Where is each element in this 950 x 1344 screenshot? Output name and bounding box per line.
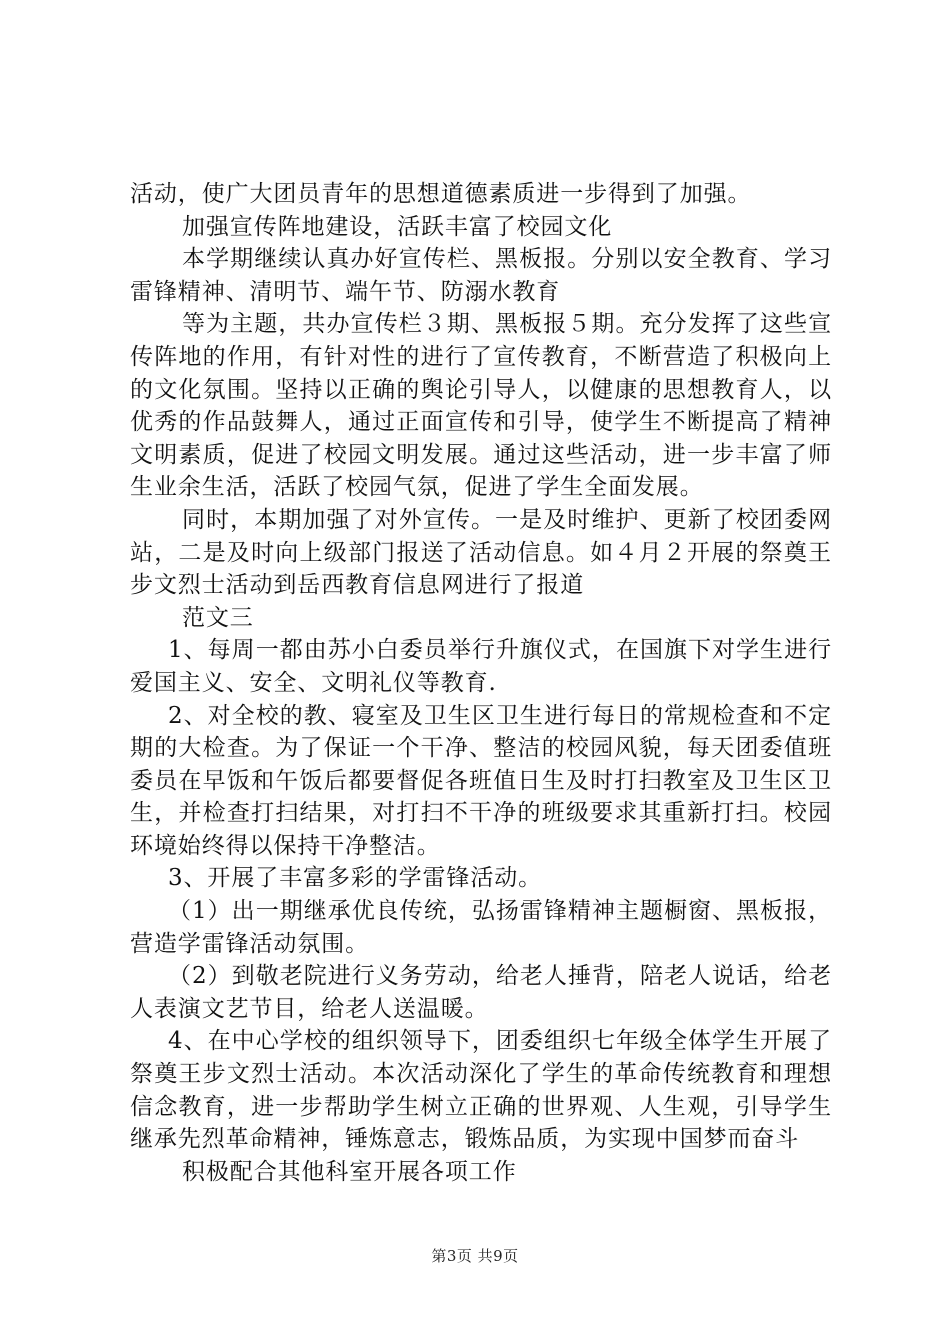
sub-item-2: （2）到敬老院进行义务劳动，给老人捶背，陪老人说话，给老人表演文艺节目，给老人送温暖。 <box>130 963 832 1022</box>
paragraph-2: 加强宣传阵地建设，活跃丰富了校园文化 <box>182 213 613 240</box>
paragraph-5: 同时，本期加强了对外宣传。一是及时维护、更新了校团委网站，二是及时向上级部门报送了活动信息。如４月２开展的祭奠王步文烈士活动到岳西教育信息网进行了报道 <box>130 506 832 599</box>
paragraph-last: 积极配合其他科室开展各项工作 <box>182 1158 517 1185</box>
list-item-3: 3、开展了丰富多彩的学雷锋活动。 <box>168 865 543 892</box>
list-item-4: 4、在中心学校的组织领导下，团委组织七年级全体学生开展了祭奠王步文烈士活动。本次活动深化了学生的革命传统教育和理想信念教育，进一步帮助学生树立正确的世界观、人生观，引导学生继承先烈革命精神，锤炼意志，锻炼品质，为实现中国梦而奋斗 <box>130 1028 832 1153</box>
document-body <box>130 178 832 1188</box>
paragraph-3: 本学期继续认真办好宣传栏、黑板报。分别以安全教育、学习雷锋精神、清明节、端午节、防溺水教育 <box>130 246 832 305</box>
sub-item-1: （1）出一期继承优良传统，弘扬雷锋精神主题橱窗、黑板报，营造学雷锋活动氛围。 <box>130 898 832 957</box>
list-item-2: 2、对全校的教、寝室及卫生区卫生进行每日的常规检查和不定期的大检查。为了保证一个干净、整洁的校园风貌，每天团委值班委员在早饭和午饭后都要督促各班值日生及时打扫教室及卫生区卫生，并检查打扫结果，对打扫不干净的班级要求其重新打扫。校园环境始终得以保持干净整洁。 <box>130 702 832 859</box>
list-item-1: 1、每周一都由苏小白委员举行升旗仪式，在国旗下对学生进行爱国主义、安全、文明礼仪等教育. <box>130 637 832 696</box>
section-heading: 范文三 <box>182 604 254 631</box>
paragraph-1: 活动，使广大团员青年的思想道德素质进一步得到了加强。 <box>130 181 752 207</box>
paragraph-4: 等为主题，共办宣传栏３期、黑板报５期。充分发挥了这些宣传阵地的作用，有针对性的进行了宣传教育，不断营造了积极向上的文化氛围。坚持以正确的舆论引导人，以健康的思想教育人，以优秀的作品鼓舞人，通过正面宣传和引导，使学生不断提高了精神文明素质，促进了校园文明发展。通过这些活动，进一步丰富了师生业余生活，活跃了校园气氛，促进了学生全面发展。 <box>130 311 832 501</box>
page-number-footer: 第3页 共9页 <box>431 1247 519 1265</box>
